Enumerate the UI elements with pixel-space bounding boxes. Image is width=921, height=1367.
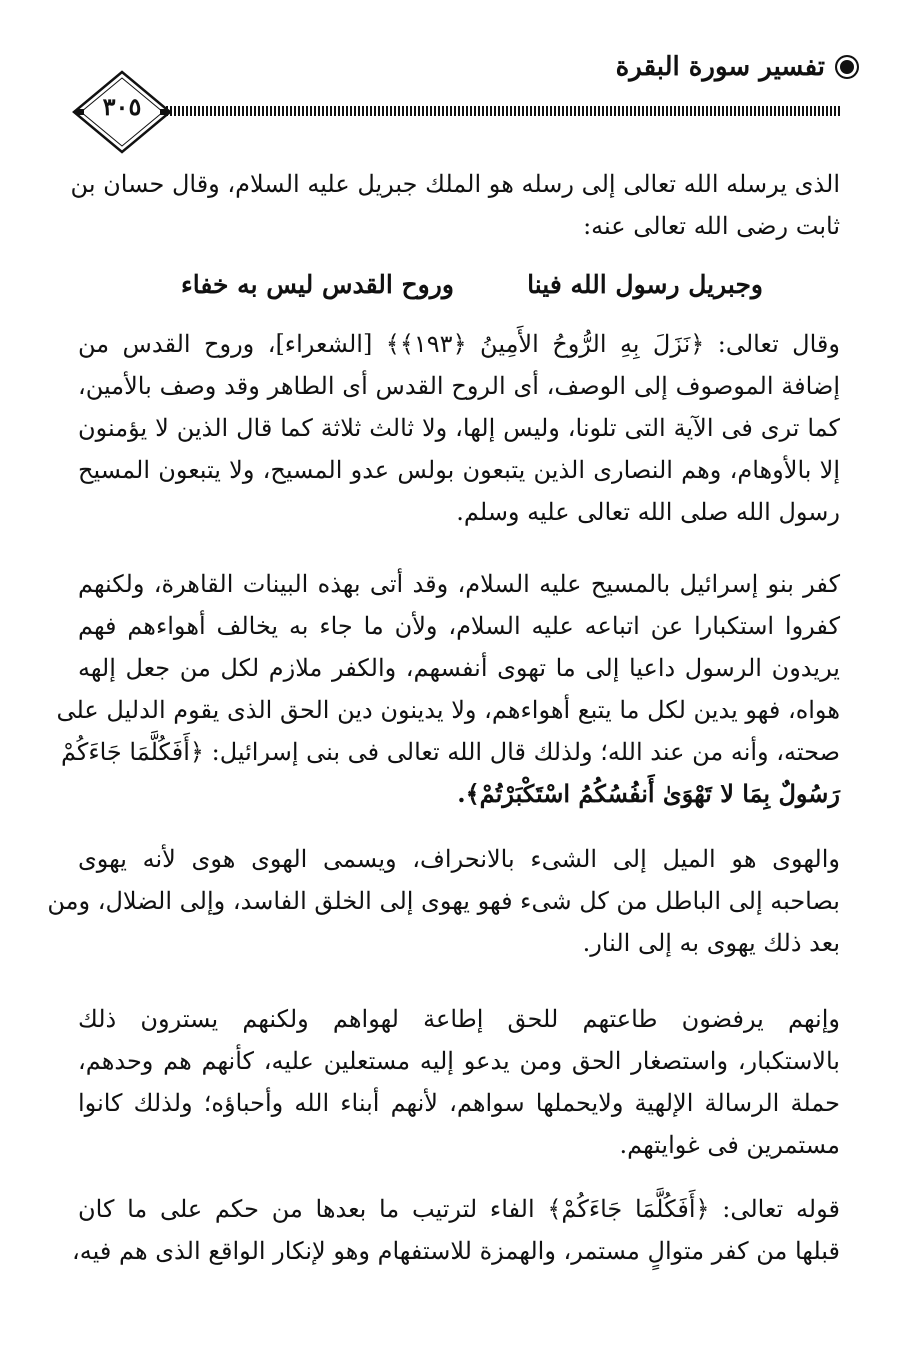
text-line: هواه، فهو يدين لكل ما يتبع أهواءهم، ولا يدينون دين الحق الذى يقوم الدليل على	[56, 696, 840, 724]
text-line: كما ترى فى الآية التى تلونا، وليس إلها، ولا ثالث ثلاثة كما قال الذين لا يؤمنون	[78, 414, 840, 442]
page-number-frame	[72, 70, 172, 154]
text-line: إلا بالأوهام، وهم النصارى الذين يتبعون بولس عدو المسيح، ولا يتبعون المسيح	[78, 456, 840, 484]
text-line: قوله تعالى: ﴿أَفَكُلَّمَا جَاءَكُمْ﴾ الفاء لترتيب ما بعدها من حكم على ما كان	[78, 1195, 840, 1223]
page-number: ٣٠٥	[102, 92, 142, 121]
text-line: إضافة الموصوف إلى الوصف، أى الروح القدس أى الطاهر وقد وصف بالأمين،	[78, 372, 840, 400]
running-header	[616, 52, 859, 82]
paragraph-2	[78, 323, 840, 533]
text-line: كفر بنو إسرائيل بالمسيح عليه السلام، وقد أتى بهذه البينات القاهرة، ولكنهم	[78, 570, 840, 598]
text-line: كفروا استكبارا عن اتباعه عليه السلام، ولأن ما جاء به يخالف أهواءهم فهم	[78, 612, 840, 640]
text-line: الذى يرسله الله تعالى إلى رسله هو الملك جبريل عليه السلام، وقال حسان بن	[70, 170, 840, 198]
paragraph-4	[47, 838, 840, 964]
paragraph-1	[70, 163, 840, 247]
text-line: وقال تعالى: ﴿نَزَلَ بِهِ الرُّوحُ الأَمِينُ ﴿١٩٣﴾﴾ [الشعراء]، وروح القدس من	[78, 330, 840, 358]
text-line: مستمرين فى غوايتهم.	[619, 1131, 840, 1159]
text-line: بالاستكبار، واستصغار الحق ومن يدعو إليه مستعلين عليه، كأنهم هم وحدهم،	[78, 1047, 840, 1075]
header-ornament-icon	[835, 55, 859, 79]
text-line: قبلها من كفر متوالٍ مستمر، والهمزة للاستفهام وهو لإنكار الواقع الذى هم فيه،	[72, 1237, 840, 1265]
header-title: تفسير سورة البقرة	[615, 52, 825, 82]
verse-first-hemistich: وجبريل رسول الله فينا	[527, 270, 763, 299]
paragraph-6	[72, 1188, 840, 1272]
quran-quote-line: رَسُولٌ بِمَا لا تَهْوَىٰ أَنفُسُكُمُ اسْتَكْبَرْتُمْ﴾.	[457, 779, 840, 808]
text-line: صحته، وأنه من عند الله؛ ولذلك قال الله تعالى فى بنى إسرائيل: ﴿أَفَكُلَّمَا جَاءَكُمْ	[60, 738, 840, 766]
text-line: ثابت رضى الله تعالى عنه:	[583, 212, 840, 240]
text-line: وإنهم يرفضون طاعتهم للحق إطاعة لهواهم ولكنهم يسترون ذلك	[78, 1005, 840, 1033]
text-line: رسول الله صلى الله تعالى عليه وسلم.	[456, 498, 840, 526]
text-line: بعد ذلك يهوى به إلى النار.	[582, 929, 840, 957]
text-line: حملة الرسالة الإلهية ولايحملها سواهم، لأنهم أبناء الله وأحباؤه؛ ولذلك كانوا	[78, 1089, 840, 1117]
verse-second-hemistich: وروح القدس ليس به خفاء	[181, 270, 454, 299]
text-line: بصاحبه إلى الباطل من كل شىء فهو يهوى إلى الخلق الفاسد، وإلى الضلال، ومن	[47, 887, 840, 915]
poetry-verse	[81, 270, 843, 299]
header-rule	[150, 106, 841, 116]
text-line: والهوى هو الميل إلى الشىء بالانحراف، ويسمى الهوى هوى لأنه يهوى	[78, 845, 840, 873]
paragraph-5	[78, 998, 840, 1166]
paragraph-3	[56, 563, 840, 815]
text-line: يريدون الرسول داعيا إلى ما تهوى أنفسهم، والكفر ملازم لكل من جعل إلهه	[78, 654, 840, 682]
